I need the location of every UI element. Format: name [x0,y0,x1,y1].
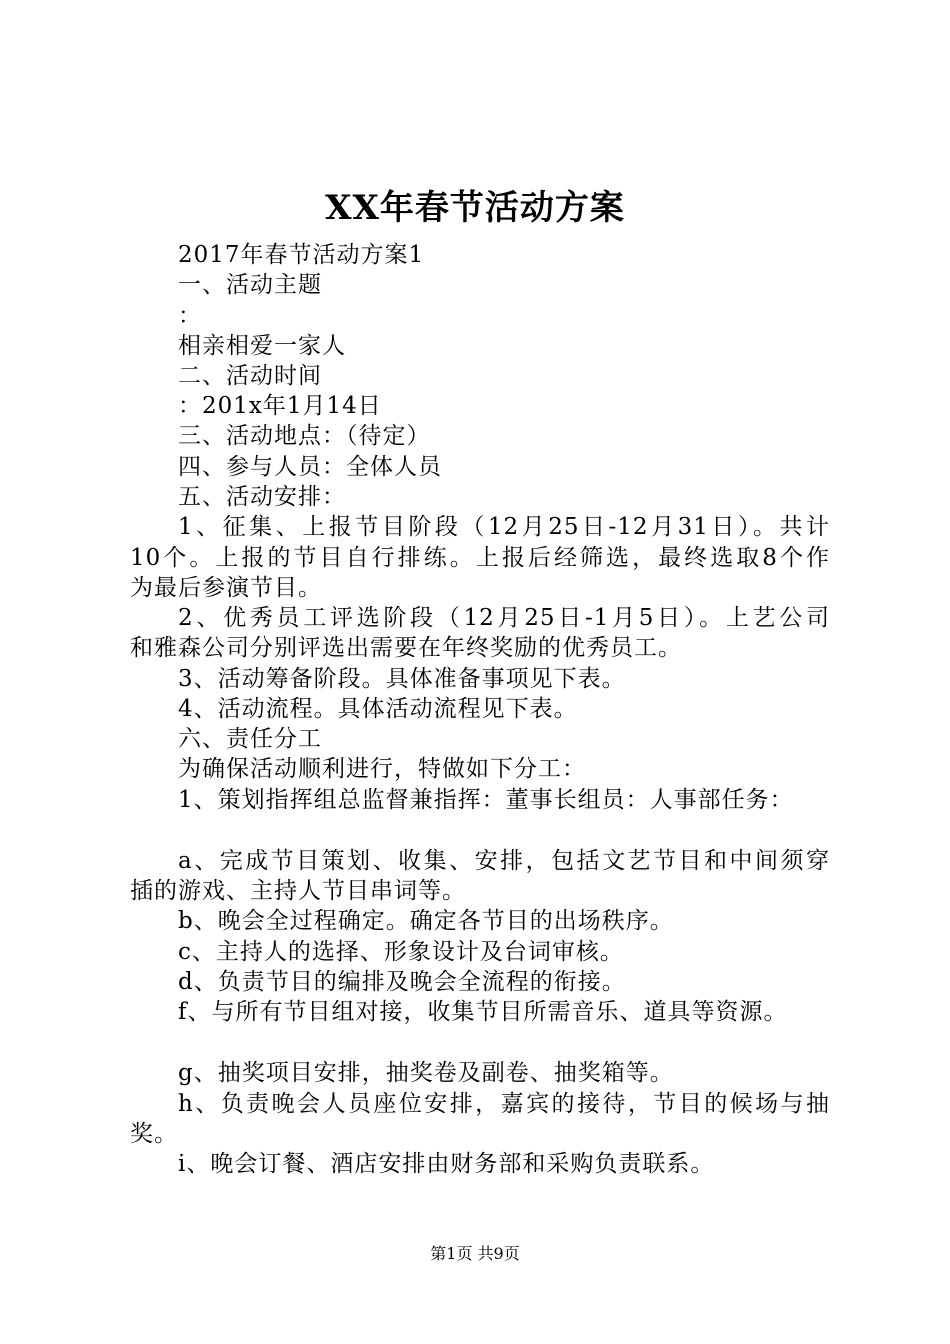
section-heading: 六、责任分工 [178,726,322,752]
section-heading: 一、活动主题 [178,272,322,298]
paragraph-line: 为最后参演节目。 [130,575,322,601]
paragraph-line: 为确保活动顺利进行，特做如下分工： [178,756,586,782]
text-line: 相亲相爱一家人 [178,333,346,359]
paragraph-line: c、主持人的选择、形象设计及台词审核。 [178,939,624,965]
paragraph-line: 1、征集、上报节目阶段（12月25日-12月31日）。共计 [178,514,830,540]
paragraph-line: 2、优秀员工评选阶段（12月25日-1月5日）。上艺公司 [178,605,830,631]
paragraph-line: 3、活动筹备阶段。具体准备事项见下表。 [178,666,626,692]
paragraph-line: 插的游戏、主持人节目串词等。 [130,878,466,904]
paragraph-line: 奖。 [130,1121,178,1147]
paragraph-line: 1、策划指挥组总监督兼指挥：董事长组员：人事部任务： [178,787,794,813]
paragraph-line: i、晚会订餐、酒店安排由财务部和采购负责联系。 [178,1151,715,1177]
paragraph-line: a、完成节目策划、收集、安排，包括文艺节目和中间须穿 [178,848,830,874]
paragraph-line: g、抽奖项目安排，抽奖卷及副卷、抽奖箱等。 [178,1060,674,1086]
paragraph-line: 10个。上报的节目自行排练。上报后经筛选，最终选取8个作 [130,545,830,571]
paragraph-line: b、晚会全过程确定。确定各节目的出场秩序。 [178,908,674,934]
document-title: XX年春节活动方案 [325,188,625,228]
section-heading: 五、活动安排： [178,484,346,510]
subtitle: 2017年春节活动方案1 [178,242,425,268]
paragraph-line: 4、活动流程。具体活动流程见下表。 [178,696,578,722]
text-line: ： [178,303,202,329]
section-heading: 三、活动地点：（待定） [178,423,431,449]
page-footer: 第1页 共9页 [430,1244,520,1263]
paragraph-line: h、负责晚会人员座位安排，嘉宾的接待，节目的候场与抽 [178,1091,830,1117]
paragraph-line: f、与所有节目组对接，收集节目所需音乐、道具等资源。 [178,999,788,1025]
section-heading: 二、活动时间 [178,363,322,389]
paragraph-line: 和雅森公司分别评选出需要在年终奖励的优秀员工。 [130,635,682,661]
paragraph-line: d、负责节目的编排及晚会全流程的衔接。 [178,969,626,995]
section-heading: 四、参与人员：全体人员 [178,454,442,480]
text-line: ：201x年1月14日 [178,393,382,419]
